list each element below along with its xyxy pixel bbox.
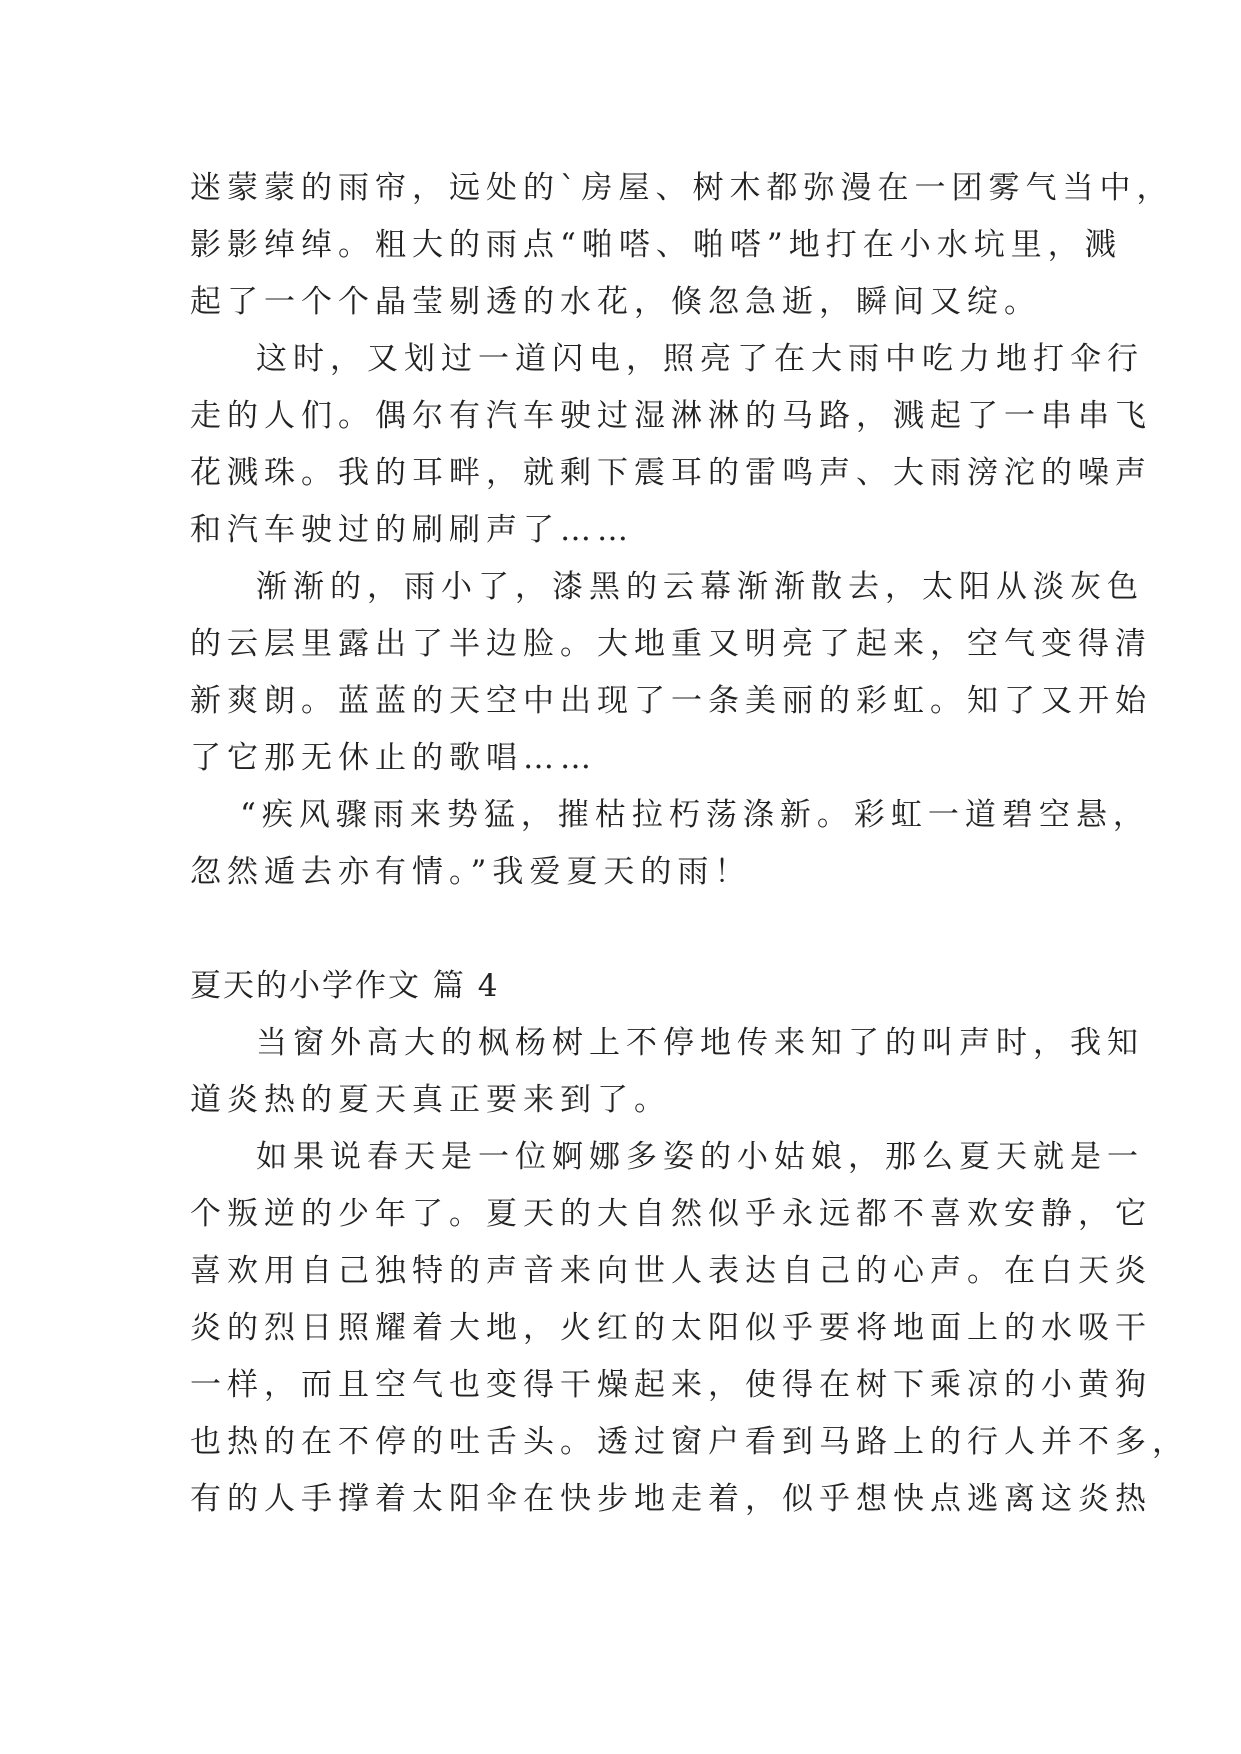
text-line: 影影绰绰。粗大的雨点“啪嗒、啪嗒”地打在小水坑里，溅 — [190, 227, 1122, 263]
text-line: 和汽车驶过的刷刷声了…… — [190, 512, 634, 548]
text-line: 忽然遁去亦有情。”我爱夏天的雨！ — [190, 854, 752, 890]
text-line: 道炎热的夏天真正要来到了。 — [190, 1082, 671, 1118]
paragraph-lightning — [190, 331, 1152, 559]
paragraph-poem — [190, 787, 1150, 901]
text-line: 如果说春天是一位婀娜多姿的小姑娘，那么夏天就是一 — [256, 1139, 1144, 1175]
text-line: 当窗外高大的枫杨树上不停地传来知了的叫声时，我知 — [256, 1025, 1144, 1061]
text-line: 迷蒙蒙的雨帘，远处的`房屋、树木都弥漫在一团雾气当中， — [190, 170, 1174, 206]
text-line: 新爽朗。蓝蓝的天空中出现了一条美丽的彩虹。知了又开始 — [190, 683, 1152, 719]
paragraph-rainbow — [190, 559, 1152, 787]
text-line: 个叛逆的少年了。夏天的大自然似乎永远都不喜欢安静，它 — [190, 1196, 1152, 1232]
text-line: 有的人手撑着太阳伞在快步地走着，似乎想快点逃离这炎热 — [190, 1481, 1152, 1517]
text-line: 花溅珠。我的耳畔，就剩下震耳的雷鸣声、大雨滂沱的噪声 — [190, 455, 1152, 491]
text-line: 也热的在不停的吐舌头。透过窗户看到马路上的行人并不多， — [190, 1424, 1189, 1460]
paragraph-rain-scene — [190, 160, 1174, 331]
text-line: 这时，又划过一道闪电，照亮了在大雨中吃力地打伞行 — [256, 341, 1144, 377]
text-line: 喜欢用自己独特的声音来向世人表达自己的心声。在白天炎 — [190, 1253, 1152, 1289]
text-line: 炎的烈日照耀着大地，火红的太阳似乎要将地面上的水吸干 — [190, 1310, 1152, 1346]
text-line: 的云层里露出了半边脸。大地重又明亮了起来，空气变得清 — [190, 626, 1152, 662]
text-line: 一样，而且空气也变得干燥起来，使得在树下乘凉的小黄狗 — [190, 1367, 1152, 1403]
text-line: 走的人们。偶尔有汽车驶过湿淋淋的马路，溅起了一串串飞 — [190, 398, 1152, 434]
text-line: 渐渐的，雨小了，漆黑的云幕渐渐散去，太阳从淡灰色 — [256, 569, 1144, 605]
text-line: “疾风骤雨来势猛，摧枯拉朽荡涤新。彩虹一道碧空悬， — [240, 797, 1150, 833]
paragraph-summer-youth — [190, 1129, 1189, 1528]
section-spacer — [190, 901, 1060, 958]
text-line: 了它那无休止的歌唱…… — [190, 740, 597, 776]
section-heading: 夏天的小学作文 篇 4 — [190, 968, 500, 1004]
document-body — [190, 160, 1189, 1528]
paragraph-cicadas — [190, 1015, 1144, 1129]
text-line: 起了一个个晶莹剔透的水花，倏忽急逝，瞬间又绽。 — [190, 284, 1041, 320]
